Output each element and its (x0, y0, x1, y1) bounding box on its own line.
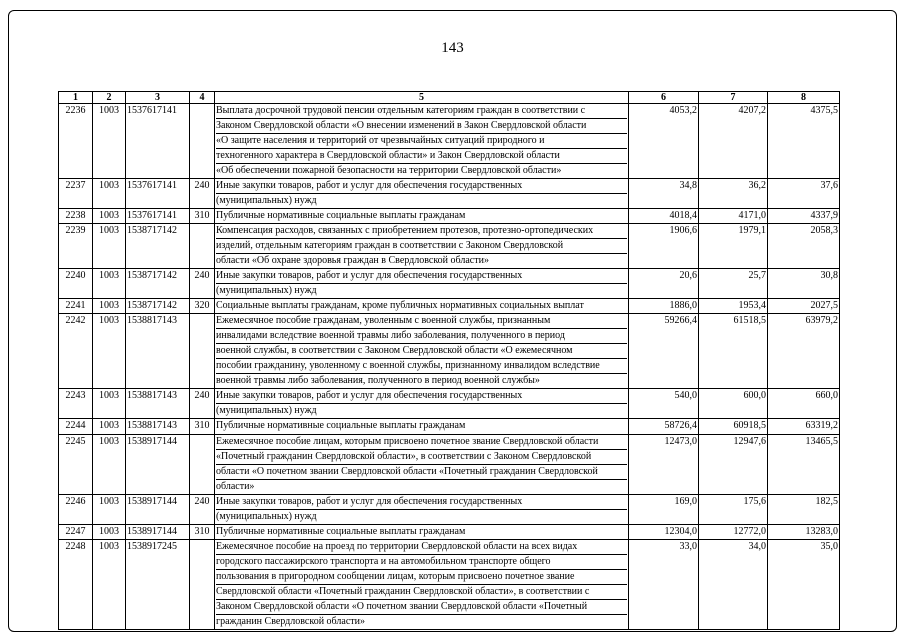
amount-col-6-cell: 540,0 (629, 389, 699, 419)
description-line: (муниципальных) нужд (216, 285, 317, 297)
description-line: Ежемесячное пособие лицам, которым присвоено почетное звание Свердловской области (216, 435, 627, 450)
amount-col-7-cell: 12772,0 (699, 524, 768, 539)
section-code-cell: 1003 (93, 389, 126, 419)
description-line: (муниципальных) нужд (216, 195, 317, 206)
section-code-cell: 1003 (93, 539, 126, 629)
amount-col-6-cell: 12304,0 (629, 524, 699, 539)
table-row (59, 224, 840, 269)
header-col-8: 8 (768, 92, 840, 104)
amount-col-7-cell: 25,7 (699, 269, 768, 299)
description-line: пользования в пригородном сообщении лицам, которым присвоено почетное звание (216, 570, 627, 585)
description-line: техногенного характера в Свердловской области» и Закон Свердловской области (216, 149, 627, 164)
target-code-cell: 1538917144 (126, 434, 190, 494)
target-code-cell: 1538817143 (126, 419, 190, 434)
description-line: Иные закупки товаров, работ и услуг для обеспечения государственных (216, 495, 627, 510)
target-code-cell: 1538917144 (126, 524, 190, 539)
target-code-cell: 1537617141 (126, 209, 190, 224)
expense-kind-cell (190, 539, 215, 629)
amount-col-8-cell: 2027,5 (768, 299, 840, 314)
amount-col-8-cell: 660,0 (768, 389, 840, 419)
description-line: военной службы, в соответствии с Законом Свердловской области «О ежемесячном (216, 344, 627, 359)
description-cell (215, 209, 629, 224)
table-row (59, 179, 840, 209)
target-code-cell: 1538817143 (126, 314, 190, 389)
row-number-cell: 2243 (59, 389, 93, 419)
section-code-cell: 1003 (93, 524, 126, 539)
expense-kind-cell: 310 (190, 419, 215, 434)
description-line: инвалидами вследствие военной травмы либо заболевания, полученного в период (216, 329, 627, 344)
amount-col-6-cell: 4053,2 (629, 104, 699, 179)
amount-col-7-cell: 61518,5 (699, 314, 768, 389)
amount-col-7-cell: 36,2 (699, 179, 768, 209)
description-cell (215, 269, 629, 299)
amount-col-7-cell: 1979,1 (699, 224, 768, 269)
amount-col-7-cell: 12947,6 (699, 434, 768, 494)
amount-col-6-cell: 1886,0 (629, 299, 699, 314)
header-col-4: 4 (190, 92, 215, 104)
description-line: Законом Свердловской области «О внесении изменений в Закон Свердловской области (216, 119, 627, 134)
section-code-cell: 1003 (93, 104, 126, 179)
table-row (59, 104, 840, 179)
target-code-cell: 1538817143 (126, 389, 190, 419)
row-number-cell: 2244 (59, 419, 93, 434)
row-number-cell: 2239 (59, 224, 93, 269)
description-line: Выплата досрочной трудовой пенсии отдельным категориям граждан в соответствии с (216, 104, 627, 119)
amount-col-6-cell: 12473,0 (629, 434, 699, 494)
description-line: области «О почетном звании Свердловской области «Почетный гражданин Свердловской (216, 465, 627, 480)
row-number-cell: 2247 (59, 524, 93, 539)
section-code-cell: 1003 (93, 224, 126, 269)
row-number-cell: 2241 (59, 299, 93, 314)
description-line: области» (216, 480, 255, 492)
header-col-6: 6 (629, 92, 699, 104)
description-line: области «Об охране здоровья граждан в Свердловской области» (216, 255, 489, 267)
description-cell (215, 389, 629, 419)
target-code-cell: 1538917245 (126, 539, 190, 629)
expense-kind-cell (190, 224, 215, 269)
table-row (59, 299, 840, 314)
section-code-cell: 1003 (93, 314, 126, 389)
target-code-cell: 1537617141 (126, 104, 190, 179)
amount-col-8-cell: 30,8 (768, 269, 840, 299)
description-cell (215, 524, 629, 539)
amount-col-7-cell: 60918,5 (699, 419, 768, 434)
amount-col-8-cell: 2058,3 (768, 224, 840, 269)
description-cell (215, 539, 629, 629)
description-cell (215, 419, 629, 434)
amount-col-6-cell: 169,0 (629, 494, 699, 524)
header-col-3: 3 (126, 92, 190, 104)
description-line: изделий, отдельным категориям граждан в соответствии с Законом Свердловской (216, 239, 627, 254)
section-code-cell: 1003 (93, 209, 126, 224)
description-cell (215, 224, 629, 269)
target-code-cell: 1538717142 (126, 299, 190, 314)
description-line: пособии гражданину, уволенному с военной службы, признанному инвалидом вследствие (216, 359, 627, 374)
description-line: Публичные нормативные социальные выплаты гражданам (216, 210, 466, 221)
amount-col-7-cell: 34,0 (699, 539, 768, 629)
description-line: Ежемесячное пособие гражданам, уволенным с военной службы, признанным (216, 314, 627, 329)
amount-col-8-cell: 13283,0 (768, 524, 840, 539)
target-code-cell: 1538717142 (126, 269, 190, 299)
amount-col-8-cell: 63319,2 (768, 419, 840, 434)
row-number-cell: 2238 (59, 209, 93, 224)
expense-kind-cell: 240 (190, 179, 215, 209)
amount-col-6-cell: 58726,4 (629, 419, 699, 434)
amount-col-8-cell: 37,6 (768, 179, 840, 209)
description-cell (215, 434, 629, 494)
amount-col-6-cell: 33,0 (629, 539, 699, 629)
header-col-7: 7 (699, 92, 768, 104)
description-line: Публичные нормативные социальные выплаты гражданам (216, 525, 466, 537)
amount-col-6-cell: 20,6 (629, 269, 699, 299)
table-row (59, 269, 840, 299)
header-col-2: 2 (93, 92, 126, 104)
amount-col-6-cell: 4018,4 (629, 209, 699, 224)
amount-col-8-cell: 4337,9 (768, 209, 840, 224)
description-cell (215, 104, 629, 179)
table-row (59, 494, 840, 524)
description-line: (муниципальных) нужд (216, 405, 317, 417)
amount-col-6-cell: 1906,6 (629, 224, 699, 269)
description-cell (215, 494, 629, 524)
section-code-cell: 1003 (93, 299, 126, 314)
row-number-cell: 2245 (59, 434, 93, 494)
row-number-cell: 2248 (59, 539, 93, 629)
row-number-cell: 2246 (59, 494, 93, 524)
row-number-cell: 2242 (59, 314, 93, 389)
target-code-cell: 1537617141 (126, 179, 190, 209)
description-line: Ежемесячное пособие на проезд по территории Свердловской области на всех видах (216, 540, 627, 555)
amount-col-7-cell: 4207,2 (699, 104, 768, 179)
amount-col-7-cell: 600,0 (699, 389, 768, 419)
amount-col-6-cell: 59266,4 (629, 314, 699, 389)
expense-kind-cell (190, 314, 215, 389)
page-number: 143 (441, 40, 464, 56)
row-number-cell: 2237 (59, 179, 93, 209)
header-col-5: 5 (215, 92, 629, 104)
description-line: гражданин Свердловской области» (216, 615, 365, 627)
header-col-1: 1 (59, 92, 93, 104)
description-line: Публичные нормативные социальные выплаты гражданам (216, 420, 466, 432)
expense-kind-cell: 310 (190, 524, 215, 539)
table-row (59, 314, 840, 389)
description-line: «О защите населения и территорий от чрезвычайных ситуаций природного и (216, 134, 627, 149)
expense-kind-cell: 240 (190, 269, 215, 299)
table-row (59, 524, 840, 539)
amount-col-8-cell: 63979,2 (768, 314, 840, 389)
section-code-cell: 1003 (93, 434, 126, 494)
description-line: Компенсация расходов, связанных с приобретением протезов, протезно-ортопедических (216, 224, 627, 239)
description-line: «Почетный гражданин Свердловской области», в соответствии с Законом Свердловской (216, 450, 627, 465)
section-code-cell: 1003 (93, 494, 126, 524)
amount-col-7-cell: 1953,4 (699, 299, 768, 314)
amount-col-8-cell: 182,5 (768, 494, 840, 524)
description-line: Иные закупки товаров, работ и услуг для обеспечения государственных (216, 269, 627, 284)
expense-kind-cell: 320 (190, 299, 215, 314)
section-code-cell: 1003 (93, 419, 126, 434)
section-code-cell: 1003 (93, 269, 126, 299)
budget-table (58, 91, 840, 630)
table-row (59, 389, 840, 419)
description-line: Свердловской области «Почетный гражданин Свердловской области», в соответствии с (216, 585, 627, 600)
description-cell (215, 299, 629, 314)
table-body (59, 104, 840, 630)
table-row (59, 539, 840, 629)
description-line: военной травмы либо заболевания, полученного в период военной службы» (216, 375, 540, 387)
expense-kind-cell (190, 434, 215, 494)
amount-col-8-cell: 4375,5 (768, 104, 840, 179)
section-code-cell: 1003 (93, 179, 126, 209)
description-line: (муниципальных) нужд (216, 510, 317, 522)
amount-col-8-cell: 13465,5 (768, 434, 840, 494)
description-line: Иные закупки товаров, работ и услуг для обеспечения государственных (216, 389, 627, 404)
amount-col-7-cell: 4171,0 (699, 209, 768, 224)
row-number-cell: 2236 (59, 104, 93, 179)
table-row (59, 209, 840, 224)
expense-kind-cell: 240 (190, 494, 215, 524)
description-line: Социальные выплаты гражданам, кроме публичных нормативных социальных выплат (216, 300, 584, 312)
amount-col-8-cell: 35,0 (768, 539, 840, 629)
description-cell (215, 314, 629, 389)
expense-kind-cell: 310 (190, 209, 215, 224)
expense-kind-cell (190, 104, 215, 179)
table-row (59, 434, 840, 494)
description-line: Законом Свердловской области «О почетном звании Свердловской области «Почетный (216, 600, 627, 615)
description-line: Иные закупки товаров, работ и услуг для обеспечения государственных (216, 179, 627, 194)
target-code-cell: 1538717142 (126, 224, 190, 269)
amount-col-6-cell: 34,8 (629, 179, 699, 209)
target-code-cell: 1538917144 (126, 494, 190, 524)
table-row (59, 419, 840, 434)
description-line: «Об обеспечении пожарной безопасности на территории Свердловской области» (216, 165, 562, 176)
expense-kind-cell: 240 (190, 389, 215, 419)
amount-col-7-cell: 175,6 (699, 494, 768, 524)
header-row (59, 92, 840, 104)
description-cell (215, 179, 629, 209)
row-number-cell: 2240 (59, 269, 93, 299)
description-line: городского пассажирского транспорта и на автомобильном транспорте общего (216, 555, 627, 570)
